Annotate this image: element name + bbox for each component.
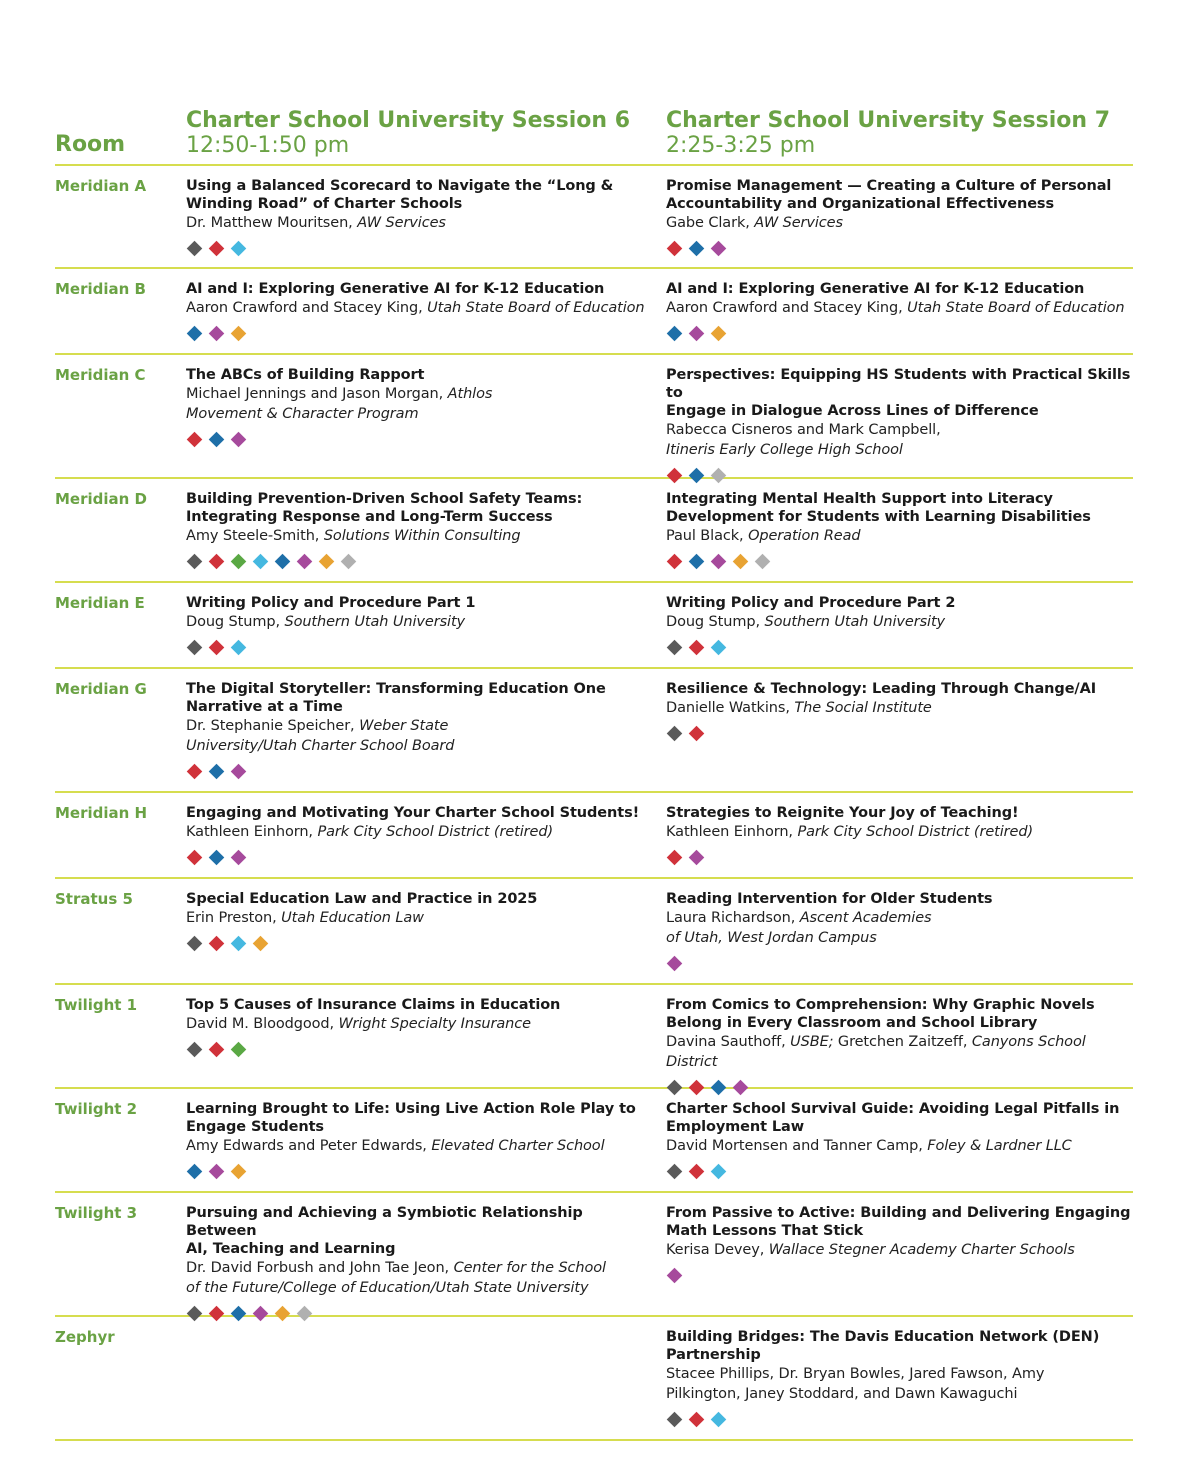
speaker-names: Gabe Clark, bbox=[666, 215, 755, 231]
session-time: 2:25-3:25 pm bbox=[666, 133, 816, 158]
track-icons bbox=[666, 326, 1136, 340]
dark-gray-diamond-icon bbox=[667, 726, 683, 742]
orange-diamond-icon bbox=[231, 326, 247, 342]
session-cell bbox=[186, 680, 656, 778]
schedule-row bbox=[55, 879, 1133, 985]
speaker-organization: Solutions Within Consulting bbox=[323, 528, 521, 544]
red-diamond-icon bbox=[689, 1164, 705, 1180]
room-name: Meridian G bbox=[55, 680, 147, 698]
schedule-header bbox=[55, 108, 1133, 166]
room-name: Twilight 1 bbox=[55, 996, 138, 1014]
room-name: Meridian B bbox=[55, 280, 146, 298]
red-diamond-icon bbox=[689, 726, 705, 742]
session-title-line: Perspectives: Equipping HS Students with Practical Skills to bbox=[666, 367, 1131, 401]
red-diamond-icon bbox=[187, 432, 203, 448]
speaker-names: Dr. Matthew Mouritsen, bbox=[186, 215, 358, 231]
speaker-line bbox=[666, 420, 1136, 440]
track-icons bbox=[666, 1268, 1136, 1282]
speaker-line bbox=[666, 1032, 1136, 1072]
session-title-line: Math Lessons That Stick bbox=[666, 1223, 864, 1239]
light-gray-diamond-icon bbox=[755, 554, 771, 570]
speaker-organization: Athlos bbox=[447, 386, 493, 402]
purple-diamond-icon bbox=[231, 850, 247, 866]
blue-diamond-icon bbox=[209, 764, 225, 780]
session-title-line: Special Education Law and Practice in 2025 bbox=[186, 891, 538, 907]
cyan-diamond-icon bbox=[711, 640, 727, 656]
speaker-line bbox=[666, 908, 1136, 928]
session-cell bbox=[186, 804, 656, 864]
speaker-organization: Utah State Board of Education bbox=[427, 300, 645, 316]
dark-gray-diamond-icon bbox=[187, 640, 203, 656]
purple-diamond-icon bbox=[711, 241, 727, 257]
dark-gray-diamond-icon bbox=[667, 640, 683, 656]
session-title-line: AI and I: Exploring Generative AI for K-12 Education bbox=[666, 281, 1085, 297]
speaker-organization: Foley & Lardner LLC bbox=[927, 1138, 1072, 1154]
session-cell bbox=[666, 594, 1136, 654]
blue-diamond-icon bbox=[689, 554, 705, 570]
schedule-row bbox=[55, 669, 1133, 793]
speaker-names: Kathleen Einhorn, bbox=[186, 824, 318, 840]
track-icons bbox=[666, 241, 1136, 255]
session-title-line: Development for Students with Learning Disabilities bbox=[666, 509, 1091, 525]
speaker-line bbox=[186, 716, 656, 736]
session-title-line: Integrating Mental Health Support into Literacy bbox=[666, 491, 1053, 507]
room-name: Meridian E bbox=[55, 594, 145, 612]
red-diamond-icon bbox=[209, 1042, 225, 1058]
speaker-organization: Park City School District (retired) bbox=[797, 824, 1034, 840]
speaker-names: David Mortensen and Tanner Camp, bbox=[666, 1138, 928, 1154]
speaker-organization: Utah State Board of Education bbox=[907, 300, 1125, 316]
orange-diamond-icon bbox=[733, 554, 749, 570]
session-title-line: Integrating Response and Long-Term Success bbox=[186, 509, 553, 525]
track-icons bbox=[666, 956, 1136, 970]
track-icons bbox=[666, 554, 1136, 568]
red-diamond-icon bbox=[209, 241, 225, 257]
speaker-organization: Movement & Character Program bbox=[186, 406, 419, 422]
speaker-line bbox=[666, 298, 1136, 318]
track-icons bbox=[666, 1164, 1136, 1178]
orange-diamond-icon bbox=[253, 936, 269, 952]
session-cell bbox=[666, 890, 1136, 970]
cyan-diamond-icon bbox=[711, 1164, 727, 1180]
cyan-diamond-icon bbox=[231, 936, 247, 952]
speaker-names: Gretchen Zaitzeff, bbox=[833, 1034, 972, 1050]
speaker-names: Dr. David Forbush and John Tae Jeon, bbox=[186, 1260, 454, 1276]
speaker-organization: AW Services bbox=[357, 215, 446, 231]
speaker-organization: of Utah, West Jordan Campus bbox=[666, 930, 877, 946]
room-name: Zephyr bbox=[55, 1328, 115, 1346]
speaker-line bbox=[666, 822, 1136, 842]
track-icons bbox=[186, 936, 656, 950]
red-diamond-icon bbox=[667, 850, 683, 866]
speaker-names: Kerisa Devey, bbox=[666, 1242, 769, 1258]
purple-diamond-icon bbox=[297, 554, 313, 570]
orange-diamond-icon bbox=[711, 326, 727, 342]
speaker-names: Amy Steele-Smith, bbox=[186, 528, 324, 544]
red-diamond-icon bbox=[667, 554, 683, 570]
blue-diamond-icon bbox=[209, 850, 225, 866]
speaker-names: Pilkington, Janey Stoddard, and Dawn Kawaguchi bbox=[666, 1386, 1018, 1402]
session-cell bbox=[666, 1100, 1136, 1178]
session-title-line: Engage Students bbox=[186, 1119, 324, 1135]
green-diamond-icon bbox=[231, 1042, 247, 1058]
session-cell bbox=[666, 280, 1136, 340]
schedule-row bbox=[55, 985, 1133, 1089]
session-title-line: Pursuing and Achieving a Symbiotic Relationship Between bbox=[186, 1205, 583, 1239]
schedule-row bbox=[55, 355, 1133, 479]
speaker-line bbox=[186, 822, 656, 842]
speaker-organization: Operation Read bbox=[748, 528, 861, 544]
schedule-rows bbox=[55, 166, 1133, 1441]
session-6-heading bbox=[186, 108, 630, 158]
purple-diamond-icon bbox=[667, 1268, 683, 1284]
dark-gray-diamond-icon bbox=[667, 1164, 683, 1180]
session-title: Charter School University Session 7 bbox=[666, 108, 1110, 133]
speaker-names: Aaron Crawford and Stacey King, bbox=[186, 300, 428, 316]
room-name: Twilight 2 bbox=[55, 1100, 138, 1118]
speaker-line bbox=[186, 213, 656, 233]
session-title-line: Reading Intervention for Older Students bbox=[666, 891, 993, 907]
purple-diamond-icon bbox=[667, 956, 683, 972]
schedule-row bbox=[55, 1089, 1133, 1193]
speaker-line bbox=[666, 698, 1136, 718]
speaker-names: Michael Jennings and Jason Morgan, bbox=[186, 386, 448, 402]
session-title-line: AI and I: Exploring Generative AI for K-12 Education bbox=[186, 281, 605, 297]
session-time: 12:50-1:50 pm bbox=[186, 133, 350, 158]
session-title-line: Top 5 Causes of Insurance Claims in Education bbox=[186, 997, 561, 1013]
track-icons bbox=[666, 850, 1136, 864]
speaker-names: Amy Edwards and Peter Edwards, bbox=[186, 1138, 432, 1154]
purple-diamond-icon bbox=[209, 1164, 225, 1180]
speaker-names: Erin Preston, bbox=[186, 910, 282, 926]
red-diamond-icon bbox=[209, 554, 225, 570]
speaker-line bbox=[666, 1240, 1136, 1260]
session-title-line: Partnership bbox=[666, 1347, 761, 1363]
track-icons bbox=[186, 432, 656, 446]
session-title-line: Strategies to Reignite Your Joy of Teaching! bbox=[666, 805, 1019, 821]
cyan-diamond-icon bbox=[231, 241, 247, 257]
room-column-heading: Room bbox=[55, 132, 126, 157]
dark-gray-diamond-icon bbox=[187, 554, 203, 570]
cyan-diamond-icon bbox=[231, 640, 247, 656]
session-title-line: Winding Road” of Charter Schools bbox=[186, 196, 463, 212]
purple-diamond-icon bbox=[711, 554, 727, 570]
speaker-names: Paul Black, bbox=[666, 528, 749, 544]
speaker-line bbox=[186, 612, 656, 632]
speaker-organization: University/Utah Charter School Board bbox=[186, 738, 455, 754]
speaker-organization: AW Services bbox=[754, 215, 843, 231]
red-diamond-icon bbox=[209, 936, 225, 952]
cyan-diamond-icon bbox=[253, 554, 269, 570]
dark-gray-diamond-icon bbox=[187, 241, 203, 257]
session-title: Charter School University Session 6 bbox=[186, 108, 630, 133]
blue-diamond-icon bbox=[209, 432, 225, 448]
speaker-line bbox=[186, 404, 656, 424]
track-icons bbox=[186, 1164, 656, 1178]
speaker-line bbox=[666, 526, 1136, 546]
blue-diamond-icon bbox=[187, 1164, 203, 1180]
session-cell bbox=[186, 890, 656, 950]
room-name: Twilight 3 bbox=[55, 1204, 138, 1222]
track-icons bbox=[666, 1412, 1136, 1426]
session-title-line: Writing Policy and Procedure Part 1 bbox=[186, 595, 476, 611]
speaker-line bbox=[186, 298, 656, 318]
session-cell bbox=[186, 280, 656, 340]
dark-gray-diamond-icon bbox=[187, 936, 203, 952]
speaker-line bbox=[186, 908, 656, 928]
session-title-line: Using a Balanced Scorecard to Navigate the “Long & bbox=[186, 178, 614, 194]
speaker-names: Laura Richardson, bbox=[666, 910, 800, 926]
speaker-names: David M. Bloodgood, bbox=[186, 1016, 339, 1032]
session-title-line: AI, Teaching and Learning bbox=[186, 1241, 396, 1257]
blue-diamond-icon bbox=[187, 326, 203, 342]
speaker-names: Dr. Stephanie Speicher, bbox=[186, 718, 360, 734]
speaker-organization: of the Future/College of Education/Utah State University bbox=[186, 1280, 589, 1296]
session-cell bbox=[666, 1204, 1136, 1282]
speaker-names: Rabecca Cisneros and Mark Campbell, bbox=[666, 422, 941, 438]
session-title-line: Promise Management — Creating a Culture of Personal bbox=[666, 178, 1112, 194]
dark-gray-diamond-icon bbox=[667, 1412, 683, 1428]
session-cell bbox=[666, 680, 1136, 740]
green-diamond-icon bbox=[231, 554, 247, 570]
red-diamond-icon bbox=[209, 640, 225, 656]
blue-diamond-icon bbox=[689, 241, 705, 257]
schedule-row bbox=[55, 166, 1133, 269]
speaker-organization: Weber State bbox=[359, 718, 449, 734]
session-cell bbox=[186, 594, 656, 654]
red-diamond-icon bbox=[187, 764, 203, 780]
speaker-organization: Southern Utah University bbox=[284, 614, 466, 630]
orange-diamond-icon bbox=[319, 554, 335, 570]
speaker-line bbox=[186, 1278, 656, 1298]
session-title-line: Narrative at a Time bbox=[186, 699, 343, 715]
track-icons bbox=[186, 241, 656, 255]
red-diamond-icon bbox=[187, 850, 203, 866]
speaker-organization: Utah Education Law bbox=[281, 910, 424, 926]
light-gray-diamond-icon bbox=[341, 554, 357, 570]
speaker-line bbox=[186, 526, 656, 546]
blue-diamond-icon bbox=[275, 554, 291, 570]
speaker-line bbox=[186, 1014, 656, 1034]
speaker-organization: Canyons School District bbox=[666, 1034, 1086, 1070]
speaker-names: Kathleen Einhorn, bbox=[666, 824, 798, 840]
room-name: Meridian A bbox=[55, 177, 147, 195]
session-title-line: Learning Brought to Life: Using Live Action Role Play to bbox=[186, 1101, 636, 1117]
orange-diamond-icon bbox=[231, 1164, 247, 1180]
speaker-line bbox=[666, 440, 1136, 460]
schedule-row bbox=[55, 1317, 1133, 1441]
speaker-line bbox=[186, 1136, 656, 1156]
purple-diamond-icon bbox=[209, 326, 225, 342]
session-title-line: The Digital Storyteller: Transforming Education One bbox=[186, 681, 606, 697]
speaker-organization: Ascent Academies bbox=[799, 910, 932, 926]
session-title-line: From Passive to Active: Building and Delivering Engaging bbox=[666, 1205, 1131, 1221]
session-cell bbox=[666, 1328, 1136, 1426]
session-title-line: Belong in Every Classroom and School Library bbox=[666, 1015, 1038, 1031]
room-name: Meridian H bbox=[55, 804, 148, 822]
session-cell bbox=[186, 1100, 656, 1178]
session-title-line: Engaging and Motivating Your Charter School Students! bbox=[186, 805, 640, 821]
track-icons bbox=[666, 640, 1136, 654]
speaker-line bbox=[666, 1364, 1136, 1384]
red-diamond-icon bbox=[689, 640, 705, 656]
speaker-organization: USBE; bbox=[790, 1034, 834, 1050]
speaker-line bbox=[666, 928, 1136, 948]
session-title-line: Building Bridges: The Davis Education Network (DEN) bbox=[666, 1329, 1100, 1345]
schedule-row bbox=[55, 583, 1133, 669]
dark-gray-diamond-icon bbox=[187, 1042, 203, 1058]
speaker-names: Stacee Phillips, Dr. Bryan Bowles, Jared Fawson, Amy bbox=[666, 1366, 1045, 1382]
speaker-names: Doug Stump, bbox=[666, 614, 765, 630]
session-title-line: Engage in Dialogue Across Lines of Difference bbox=[666, 403, 1039, 419]
speaker-names: Danielle Watkins, bbox=[666, 700, 795, 716]
speaker-line bbox=[666, 1136, 1136, 1156]
room-name: Meridian C bbox=[55, 366, 146, 384]
session-title-line: Employment Law bbox=[666, 1119, 805, 1135]
schedule-row bbox=[55, 269, 1133, 355]
speaker-names: Davina Sauthoff, bbox=[666, 1034, 791, 1050]
red-diamond-icon bbox=[667, 241, 683, 257]
schedule-row bbox=[55, 479, 1133, 583]
session-cell bbox=[186, 1204, 656, 1320]
purple-diamond-icon bbox=[231, 764, 247, 780]
session-cell bbox=[666, 177, 1136, 255]
speaker-names: Aaron Crawford and Stacey King, bbox=[666, 300, 908, 316]
session-cell bbox=[186, 996, 656, 1056]
speaker-organization: Park City School District (retired) bbox=[317, 824, 554, 840]
track-icons bbox=[186, 850, 656, 864]
speaker-line bbox=[666, 213, 1136, 233]
session-title-line: From Comics to Comprehension: Why Graphic Novels bbox=[666, 997, 1095, 1013]
session-cell bbox=[666, 490, 1136, 568]
red-diamond-icon bbox=[689, 1412, 705, 1428]
session-7-heading bbox=[666, 108, 1110, 158]
schedule-page bbox=[55, 108, 1133, 1441]
session-cell bbox=[666, 804, 1136, 864]
track-icons bbox=[186, 326, 656, 340]
speaker-line bbox=[186, 384, 656, 404]
purple-diamond-icon bbox=[689, 326, 705, 342]
session-title-line: Resilience & Technology: Leading Through Change/AI bbox=[666, 681, 1097, 697]
speaker-line bbox=[666, 1384, 1136, 1404]
session-cell bbox=[186, 177, 656, 255]
track-icons bbox=[666, 726, 1136, 740]
room-name: Stratus 5 bbox=[55, 890, 133, 908]
session-cell bbox=[666, 366, 1136, 482]
session-title-line: Writing Policy and Procedure Part 2 bbox=[666, 595, 956, 611]
speaker-line bbox=[666, 612, 1136, 632]
speaker-line bbox=[186, 1258, 656, 1278]
track-icons bbox=[186, 640, 656, 654]
session-cell bbox=[666, 996, 1136, 1094]
track-icons bbox=[186, 764, 656, 778]
purple-diamond-icon bbox=[231, 432, 247, 448]
speaker-organization: Wright Specialty Insurance bbox=[338, 1016, 531, 1032]
speaker-organization: Center for the School bbox=[453, 1260, 606, 1276]
track-icons bbox=[186, 554, 656, 568]
session-cell bbox=[186, 366, 656, 446]
speaker-organization: Southern Utah University bbox=[764, 614, 946, 630]
speaker-line bbox=[186, 736, 656, 756]
schedule-row bbox=[55, 793, 1133, 879]
speaker-names: Doug Stump, bbox=[186, 614, 285, 630]
session-cell bbox=[186, 490, 656, 568]
track-icons bbox=[186, 1042, 656, 1056]
room-name: Meridian D bbox=[55, 490, 147, 508]
schedule-row bbox=[55, 1193, 1133, 1317]
session-title-line: Charter School Survival Guide: Avoiding Legal Pitfalls in bbox=[666, 1101, 1120, 1117]
purple-diamond-icon bbox=[689, 850, 705, 866]
speaker-organization: Wallace Stegner Academy Charter Schools bbox=[768, 1242, 1075, 1258]
speaker-organization: The Social Institute bbox=[794, 700, 932, 716]
session-title-line: Building Prevention-Driven School Safety Teams: bbox=[186, 491, 583, 507]
session-title-line: The ABCs of Building Rapport bbox=[186, 367, 425, 383]
speaker-organization: Itineris Early College High School bbox=[666, 442, 903, 458]
cyan-diamond-icon bbox=[711, 1412, 727, 1428]
blue-diamond-icon bbox=[667, 326, 683, 342]
session-title-line: Accountability and Organizational Effectiveness bbox=[666, 196, 1054, 212]
speaker-organization: Elevated Charter School bbox=[431, 1138, 605, 1154]
